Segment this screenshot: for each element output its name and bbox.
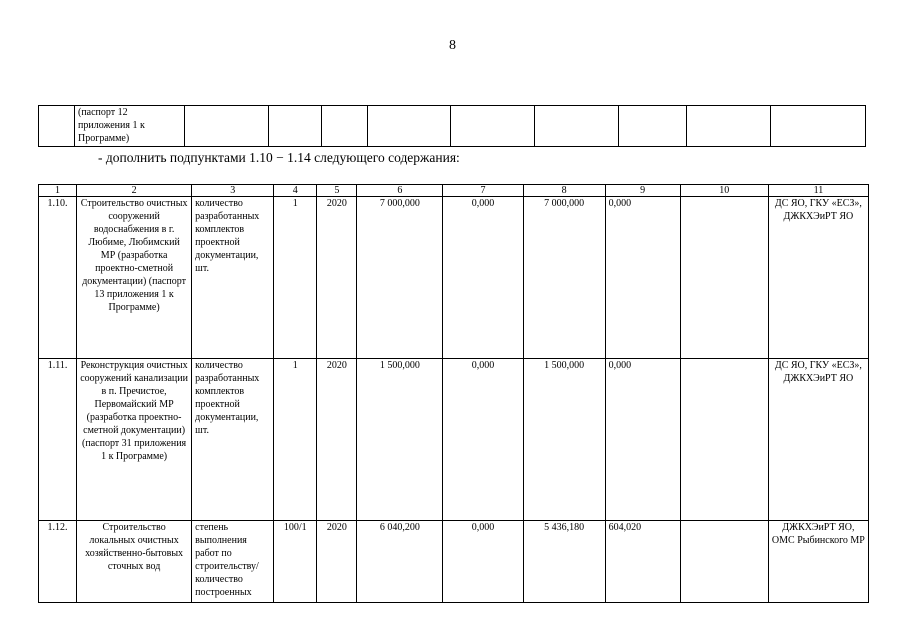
header-cell: 11 xyxy=(768,185,868,197)
header-cell: 2 xyxy=(77,185,192,197)
regional-amount: 1 500,000 xyxy=(523,359,605,521)
indicator-value: 100/1 xyxy=(274,521,317,603)
year: 2020 xyxy=(317,197,357,359)
row-number: 1.12. xyxy=(39,521,77,603)
other-amount xyxy=(680,197,768,359)
year: 2020 xyxy=(317,521,357,603)
federal-amount: 0,000 xyxy=(443,359,523,521)
regional-amount: 5 436,180 xyxy=(523,521,605,603)
table-row xyxy=(39,359,869,521)
top-cell-10 xyxy=(687,106,771,147)
top-cell-1 xyxy=(39,106,75,147)
other-amount xyxy=(680,359,768,521)
top-cell-11 xyxy=(771,106,866,147)
indicator-name: количество разработанных комплектов проектной документации, шт. xyxy=(192,197,274,359)
top-cell-7 xyxy=(451,106,535,147)
local-amount: 0,000 xyxy=(605,359,680,521)
row-number: 1.10. xyxy=(39,197,77,359)
main-table xyxy=(38,184,869,603)
table-header-row xyxy=(39,185,869,197)
measure-name: Строительство очистных сооружений водоснабжения в г. Любиме, Любимский МР (разработка проектно-сметной документации) (паспорт 13 приложения 1 к Программе) xyxy=(77,197,192,359)
header-cell: 8 xyxy=(523,185,605,197)
regional-amount: 7 000,000 xyxy=(523,197,605,359)
header-cell: 4 xyxy=(274,185,317,197)
indicator-value: 1 xyxy=(274,197,317,359)
total-amount: 1 500,000 xyxy=(357,359,443,521)
top-cell-5 xyxy=(322,106,368,147)
measure-name: Строительство локальных очистных хозяйственно-бытовых сточных вод xyxy=(77,521,192,603)
table-row xyxy=(39,197,869,359)
federal-amount: 0,000 xyxy=(443,521,523,603)
top-cell-6 xyxy=(368,106,451,147)
total-amount: 6 040,200 xyxy=(357,521,443,603)
indicator-name: степень выполнения работ по строительству/ количество построенных xyxy=(192,521,274,603)
header-cell: 1 xyxy=(39,185,77,197)
measure-name: Реконструкция очистных сооружений канализации в п. Пречистое, Первомайский МР (разработка проектно-сметной документации) (паспорт 31 приложения 1 к Программе) xyxy=(77,359,192,521)
row-number: 1.11. xyxy=(39,359,77,521)
local-amount: 0,000 xyxy=(605,197,680,359)
executors: ДЖКХЭиРТ ЯО, ОМС Рыбинского МР xyxy=(768,521,868,603)
header-cell: 10 xyxy=(680,185,768,197)
header-cell: 6 xyxy=(357,185,443,197)
top-cell-3 xyxy=(185,106,269,147)
header-cell: 5 xyxy=(317,185,357,197)
page-number: 8 xyxy=(449,38,456,53)
other-amount xyxy=(680,521,768,603)
top-cell-8 xyxy=(535,106,619,147)
indicator-value: 1 xyxy=(274,359,317,521)
total-amount: 7 000,000 xyxy=(357,197,443,359)
executors: ДС ЯО, ГКУ «ЕСЗ», ДЖКХЭиРТ ЯО xyxy=(768,359,868,521)
header-cell: 7 xyxy=(443,185,523,197)
indicator-name: количество разработанных комплектов проектной документации, шт. xyxy=(192,359,274,521)
executors: ДС ЯО, ГКУ «ЕСЗ», ДЖКХЭиРТ ЯО xyxy=(768,197,868,359)
local-amount: 604,020 xyxy=(605,521,680,603)
continued-table xyxy=(38,105,866,147)
top-cell-4 xyxy=(269,106,322,147)
table-row xyxy=(39,521,869,603)
header-cell: 9 xyxy=(605,185,680,197)
header-cell: 3 xyxy=(192,185,274,197)
top-cell-2: (паспорт 12 приложения 1 к Программе) xyxy=(75,106,185,147)
intro-text: - дополнить подпунктами 1.10 − 1.14 следующего содержания: xyxy=(98,150,460,165)
top-cell-9 xyxy=(619,106,687,147)
year: 2020 xyxy=(317,359,357,521)
federal-amount: 0,000 xyxy=(443,197,523,359)
